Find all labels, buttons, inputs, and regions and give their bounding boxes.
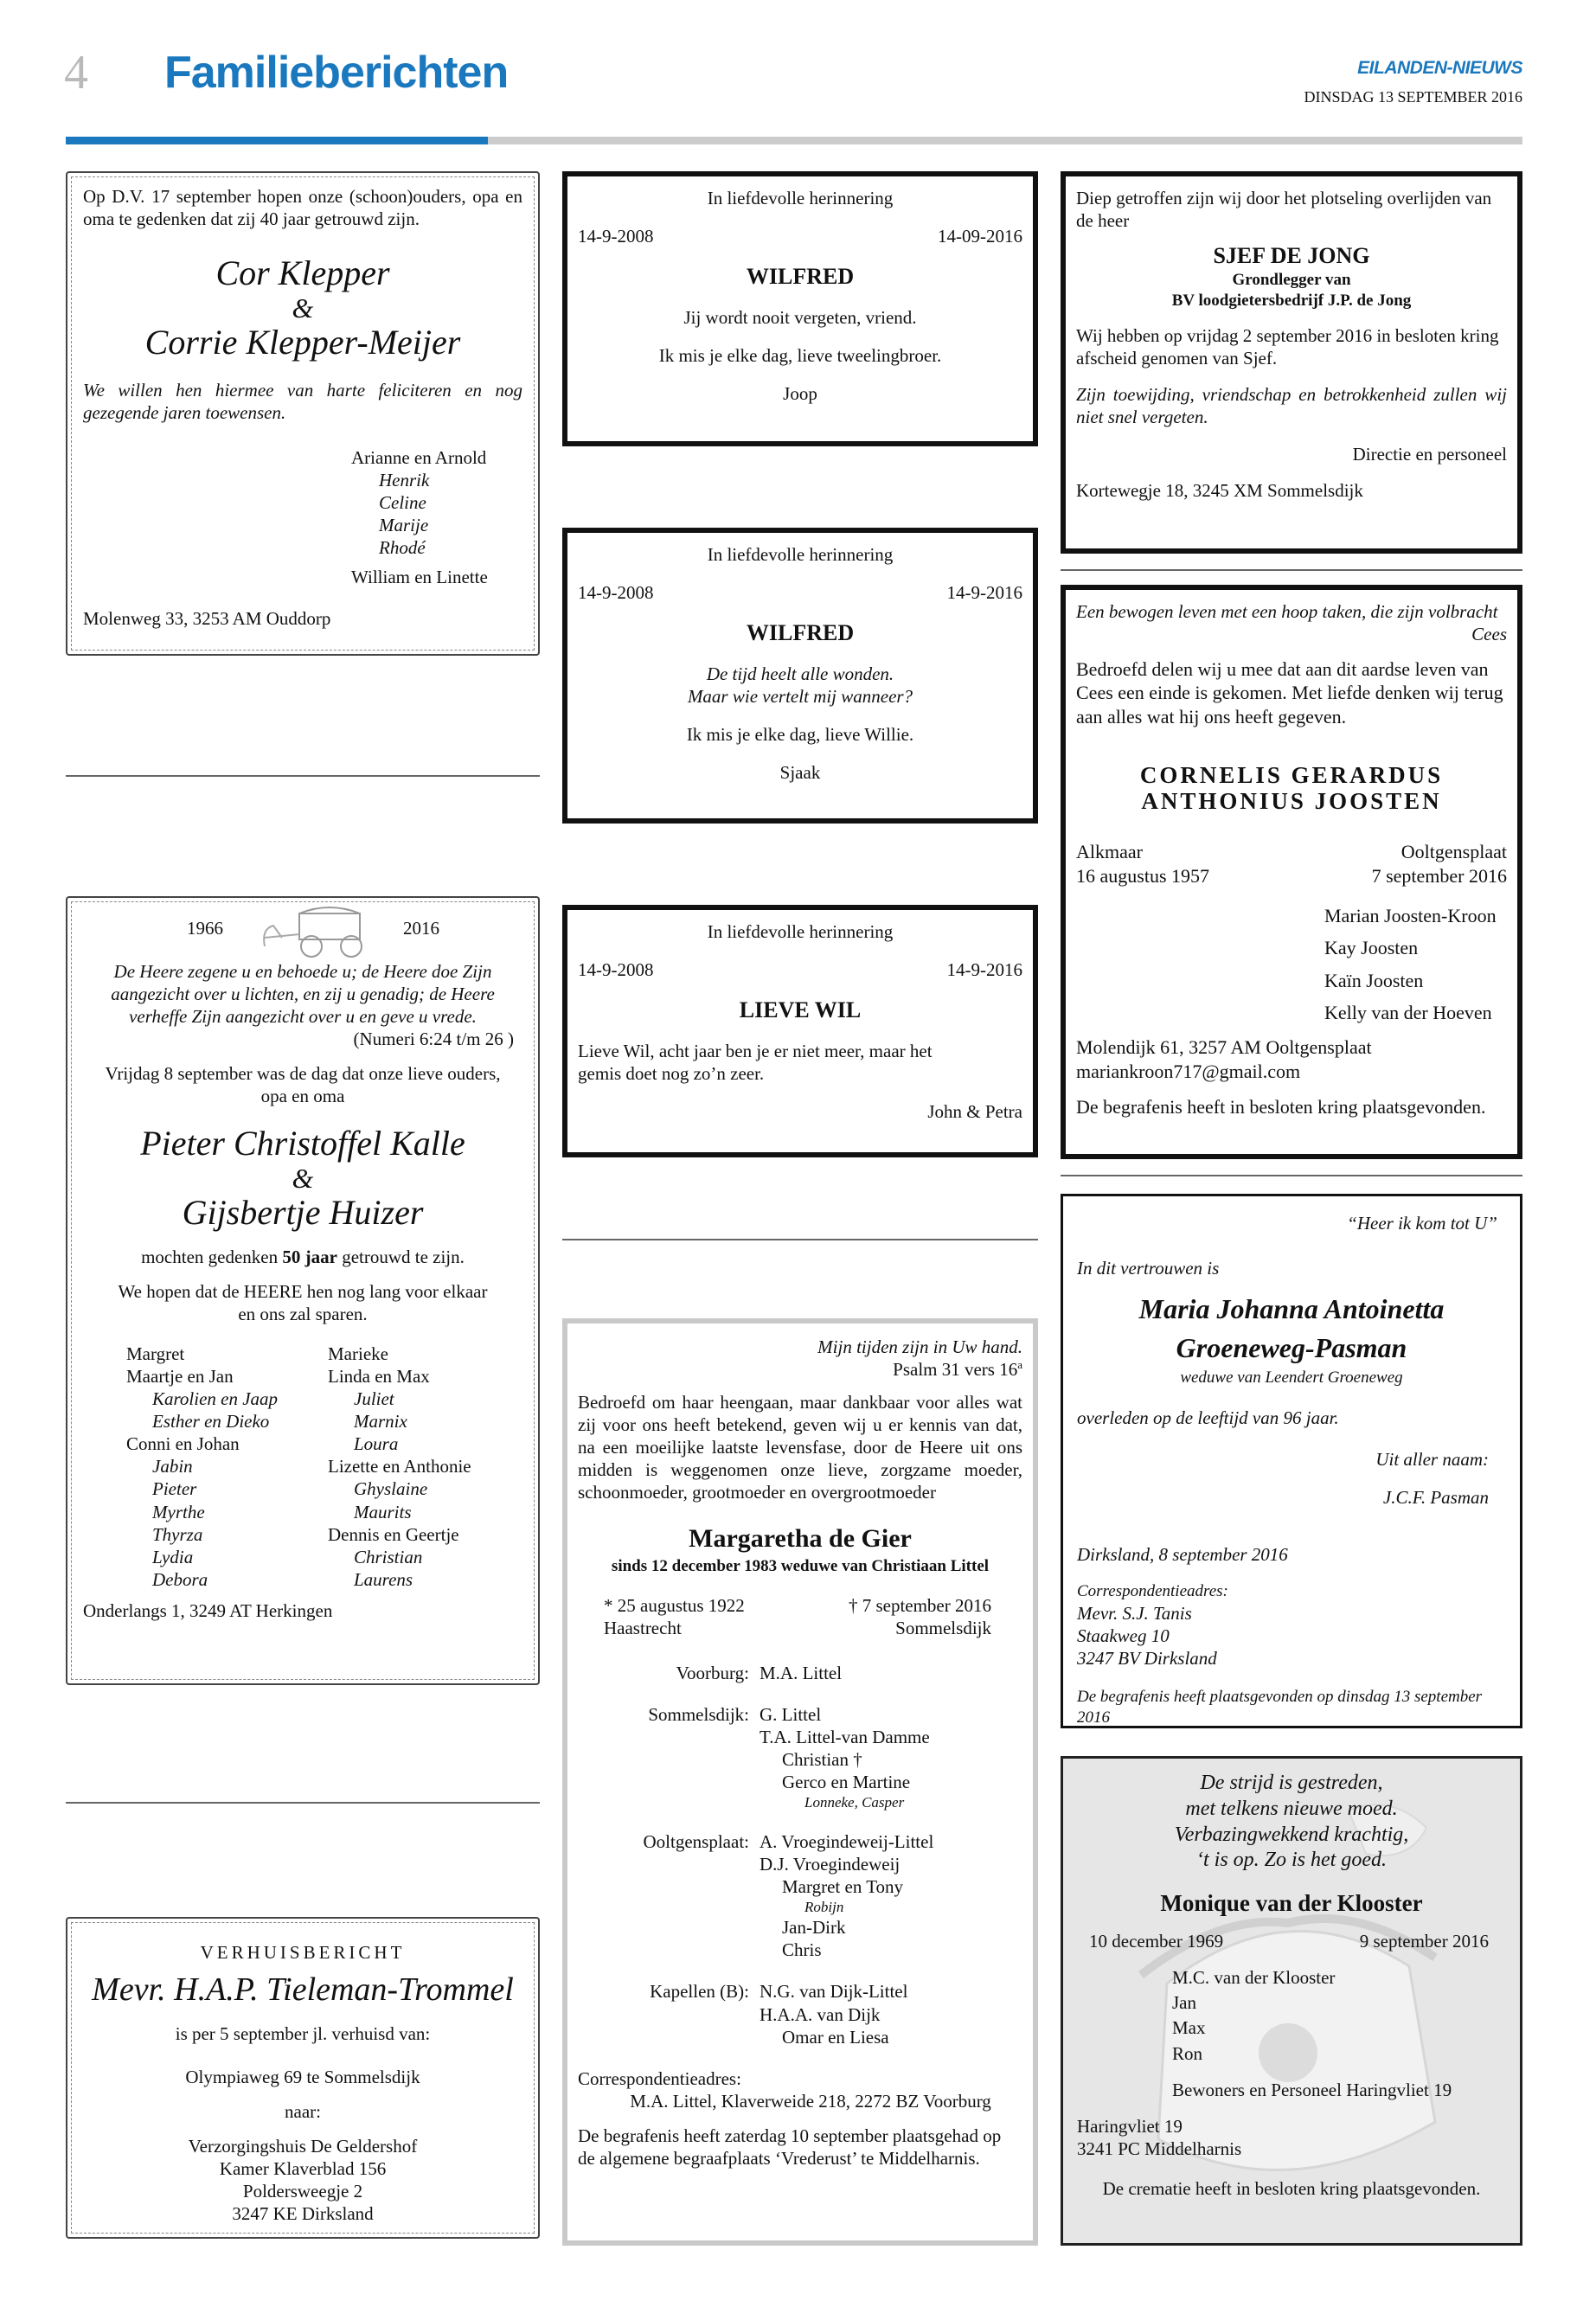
signature: Joop bbox=[783, 383, 817, 405]
family-group bbox=[578, 1980, 1022, 2048]
family-line: Myrthe bbox=[152, 1501, 205, 1522]
ad-address: Onderlangs 1, 3249 AT Herkingen bbox=[83, 1599, 333, 1621]
address-line: Poldersweegje 2 bbox=[242, 2180, 363, 2202]
ad-obituary-sjef-de-jong bbox=[1061, 171, 1522, 554]
death-date: † 7 september 2016 bbox=[848, 1594, 991, 1616]
motto-psalm: Psalm 31 vers 16 bbox=[893, 1359, 1018, 1381]
obituary-text: Wij hebben op vrijdag 2 september 2016 in besloten kring afscheid genomen van Sjef. bbox=[1076, 325, 1499, 369]
family-line: Debora bbox=[152, 1568, 208, 1590]
family-line: Chris bbox=[782, 1939, 822, 1961]
dates-row bbox=[578, 581, 1022, 604]
wish-text: We willen hen hiermee van harte feliciteren en nog gezegende jaren toewensen. bbox=[83, 380, 522, 424]
poem-line: De strijd is gestreden, bbox=[1200, 1772, 1383, 1794]
quote-name: Cees bbox=[1471, 624, 1507, 645]
person-name: Monique van der Klooster bbox=[1160, 1890, 1423, 1916]
ad-intro: In dit vertrouwen is bbox=[1077, 1258, 1220, 1279]
brand-logo: EILANDEN-NIEUWS bbox=[1357, 58, 1522, 78]
ad-address: Molendijk 61, 3257 AM Ooltgensplaat bbox=[1076, 1036, 1372, 1059]
ad-obituary-klooster bbox=[1061, 1756, 1522, 2246]
anniversary-text-end: getrouwd te zijn. bbox=[337, 1247, 465, 1268]
family-line: Henrik bbox=[379, 470, 430, 491]
year-start: 1966 bbox=[187, 918, 223, 939]
ad-address: Molenweg 33, 3253 AM Ouddorp bbox=[83, 608, 331, 630]
corr-address: M.A. Littel, Klaverweide 218, 2272 BZ Voorburg bbox=[630, 2090, 991, 2112]
family-columns bbox=[126, 1343, 522, 1590]
signature: Sjaak bbox=[779, 762, 821, 784]
ad-memorial-wilfred-2 bbox=[562, 528, 1038, 824]
family-line: Christian † bbox=[782, 1749, 862, 1771]
page-number: 4 bbox=[64, 46, 88, 99]
family-line: Ron bbox=[1172, 2042, 1203, 2064]
column-separator bbox=[66, 775, 540, 777]
family-group bbox=[578, 1662, 1022, 1684]
klooster-content bbox=[1077, 1771, 1506, 2200]
family-line: Laurens bbox=[354, 1568, 413, 1590]
role-line: Grondlegger van bbox=[1232, 271, 1351, 290]
corr-label: Correspondentieadres: bbox=[578, 2067, 741, 2089]
corr-line: Staakweg 10 bbox=[1077, 1625, 1170, 1646]
role-line: BV loodgietersbedrijf J.P. de Jong bbox=[1171, 291, 1412, 310]
family-group-place: Sommelsdijk: bbox=[648, 1704, 749, 1726]
place-date: Dirksland, 8 september 2016 bbox=[1077, 1544, 1288, 1566]
anniversary-years: 50 jaar bbox=[282, 1247, 337, 1268]
date-left: 14-9-2008 bbox=[578, 582, 654, 604]
death-place: Sommelsdijk bbox=[895, 1617, 991, 1638]
poem-line: Verbazingwekkend krachtig, bbox=[1174, 1823, 1409, 1846]
dates-row bbox=[578, 225, 1022, 247]
ad-obituary-cees-joosten bbox=[1061, 585, 1522, 1159]
address-line: 3247 KE Dirksland bbox=[232, 2202, 374, 2224]
family-line: Omar en Liesa bbox=[782, 2026, 889, 2048]
ad-anniversary-klepper bbox=[66, 171, 540, 656]
obituary-text-italic: Zijn toewijding, vriendschap en betrokkenheid zullen wij niet snel vergeten. bbox=[1076, 384, 1507, 428]
person-name: SJEF DE JONG bbox=[1213, 243, 1370, 269]
funeral-text: De begrafenis heeft plaatsgevonden op dinsdag 13 september 2016 bbox=[1077, 1687, 1483, 1727]
address-line: Kamer Klaverblad 156 bbox=[219, 2157, 387, 2179]
column-separator bbox=[1061, 569, 1522, 571]
person-name-line-1: Maria Johanna Antoinetta bbox=[1138, 1293, 1445, 1325]
family-list bbox=[1324, 900, 1507, 1029]
family-group bbox=[578, 1830, 1022, 1961]
family-line: Margret en Tony bbox=[782, 1876, 904, 1898]
poem-line: ‘t is op. Zo is het goed. bbox=[1196, 1849, 1387, 1872]
ad-title: In liefdevolle herinnering bbox=[707, 921, 894, 942]
family-group-members bbox=[760, 1703, 930, 1811]
signature: J.C.F. Pasman bbox=[1382, 1487, 1489, 1509]
bible-verse: De Heere zegene u en behoede u; de Heere doe Zijn aangezicht over u lichten, en zij u genadig; de Heere verheffe Zijn aangezicht over u en geve u vrede. bbox=[111, 961, 495, 1028]
ad-title: VERHUISBERICHT bbox=[200, 1942, 406, 1963]
date-right: 14-09-2016 bbox=[938, 226, 1022, 247]
memorial-line: Ik mis je elke dag, lieve tweelingbroer. bbox=[658, 345, 942, 367]
memorial-line: Jij wordt nooit vergeten, vriend. bbox=[683, 307, 917, 329]
family-group-place: Voorburg: bbox=[676, 1663, 749, 1684]
column-separator bbox=[66, 1802, 540, 1804]
birth bbox=[1076, 840, 1209, 888]
family-line: Kelly van der Hoeven bbox=[1324, 1001, 1492, 1023]
family-line: Maartje en Jan bbox=[126, 1366, 234, 1388]
family-line: M.C. van der Klooster bbox=[1172, 1966, 1336, 1988]
ad-obituary-de-gier bbox=[562, 1318, 1038, 2246]
ad-moving-notice bbox=[66, 1917, 540, 2239]
ad-title: In liefdevolle herinnering bbox=[707, 544, 894, 565]
corr-line: Correspondentieadres: bbox=[1077, 1582, 1228, 1601]
year-end: 2016 bbox=[403, 918, 439, 939]
family-line: Jabin bbox=[152, 1456, 193, 1477]
family-line: D.J. Vroegindeweij bbox=[760, 1854, 901, 1875]
ad-memorial-lieve-wil bbox=[562, 905, 1038, 1157]
ad-intro: Diep getroffen zijn wij door het plotseling overlijden van de heer bbox=[1076, 188, 1492, 232]
family-list bbox=[1172, 1965, 1506, 2067]
poem-line: De tijd heelt alle wonden. bbox=[706, 663, 894, 685]
motto-reference bbox=[578, 1358, 1022, 1381]
birth-place: Haastrecht bbox=[604, 1617, 682, 1638]
anniversary-text: mochten gedenken bbox=[141, 1247, 283, 1268]
issue-date: DINSDAG 13 SEPTEMBER 2016 bbox=[1304, 88, 1522, 106]
birth bbox=[604, 1594, 745, 1639]
widow-line: weduwe van Leendert Groeneweg bbox=[1180, 1368, 1403, 1387]
family-line: Gerco en Martine bbox=[782, 1772, 911, 1793]
date-left: 14-9-2008 bbox=[578, 226, 654, 247]
death-place: Ooltgensplaat bbox=[1401, 841, 1507, 863]
column-separator bbox=[1061, 1175, 1522, 1176]
ad-obituary-groeneweg bbox=[1061, 1194, 1522, 1728]
family-line: Linda en Max bbox=[328, 1366, 430, 1388]
family-line: Loura bbox=[354, 1433, 399, 1455]
move-to bbox=[76, 2135, 529, 2225]
ampersand: & bbox=[292, 292, 314, 324]
family-line: Rhodé bbox=[379, 537, 426, 559]
family-line: Christian bbox=[354, 1546, 423, 1567]
cremation-text: De crematie heeft in besloten kring plaatsgevonden. bbox=[1102, 2178, 1481, 2200]
life-dates bbox=[604, 1594, 991, 1639]
family-group-members bbox=[760, 1662, 842, 1684]
move-text: is per 5 september jl. verhuisd van: bbox=[175, 2022, 431, 2044]
life-dates bbox=[1076, 840, 1507, 888]
family-line: Ghyslaine bbox=[354, 1478, 428, 1500]
family-line: Esther en Dieko bbox=[152, 1411, 270, 1433]
ad-intro: Op D.V. 17 september hopen onze (schoon)ouders, opa en oma te gedenken dat zij 40 jaar getrouwd zijn. bbox=[83, 186, 522, 230]
column-separator bbox=[562, 1239, 1038, 1240]
family-line: Marian Joosten-Kroon bbox=[1324, 904, 1497, 926]
move-to-label: naar: bbox=[285, 2100, 321, 2122]
family-list bbox=[351, 446, 522, 588]
family-line: Thyrza bbox=[152, 1523, 203, 1545]
years-row bbox=[83, 917, 522, 960]
person-name: WILFRED bbox=[746, 620, 855, 646]
family-line: Max bbox=[1172, 2017, 1206, 2039]
family-line: Karolien en Jaap bbox=[152, 1388, 279, 1410]
ad-memorial-wilfred-1 bbox=[562, 171, 1038, 446]
family-line: Juliet bbox=[354, 1388, 394, 1410]
memorial-text: Lieve Wil, acht jaar ben je er niet meer, maar het gemis doet nog zo’n zeer. bbox=[578, 1041, 933, 1085]
family-group bbox=[578, 1703, 1022, 1811]
family-line: Jan bbox=[1172, 1991, 1196, 2013]
death-date: 7 september 2016 bbox=[1371, 864, 1507, 887]
ad-address-1: Haringvliet 19 bbox=[1077, 2116, 1183, 2138]
obituary-text: Bedroefd delen wij u mee dat aan dit aardse leven van Cees een einde is gekomen. Met liefde denken wij terug aan alles wat hij ons heeft gegeven. bbox=[1076, 658, 1503, 727]
family-line: A. Vroegindeweij-Littel bbox=[760, 1831, 934, 1853]
family-line: Jan-Dirk bbox=[782, 1917, 846, 1939]
dates-row bbox=[578, 958, 1022, 981]
family-line: Margret bbox=[126, 1343, 185, 1365]
couple-name-2: Corrie Klepper-Meijer bbox=[144, 323, 461, 362]
family-column-left bbox=[126, 1343, 328, 1590]
signature: Directie en personeel bbox=[1352, 443, 1507, 465]
family-line: William en Linette bbox=[351, 567, 488, 588]
family-line: Marije bbox=[379, 515, 429, 536]
carriage-image bbox=[256, 903, 394, 960]
family-line: Conni en Johan bbox=[126, 1433, 240, 1455]
family-group-members bbox=[760, 1830, 933, 1961]
move-from: Olympiaweg 69 te Sommelsdijk bbox=[185, 2066, 420, 2087]
person-subtitle: sinds 12 december 1983 weduwe van Christiaan Littel bbox=[611, 1557, 990, 1576]
obituary-text: Bedroefd om haar heengaan, maar dankbaar voor alles wat zij voor ons heeft betekend, geven wij u er kennis van dat, na een moeilijke laatste levensfase, door de Heere uit ons midden is weggenomen onze lieve, zorgzame moeder, schoonmoeder, grootmoeder en overgrootmoeder bbox=[578, 1392, 1022, 1503]
family-column-right bbox=[328, 1343, 471, 1590]
family-line: Lizette en Anthonie bbox=[328, 1456, 471, 1477]
family-line: Kay Joosten bbox=[1324, 937, 1419, 959]
ad-title: In liefdevolle herinnering bbox=[707, 188, 894, 208]
date-left: 14-9-2008 bbox=[578, 959, 654, 981]
poem-line: Maar wie vertelt mij wanneer? bbox=[687, 686, 913, 708]
funeral-text: De begrafenis heeft zaterdag 10 september plaatsgehad op de algemene begraafplaats ‘Vrederust’ te Middelharnis. bbox=[578, 2125, 1002, 2169]
family-line: Marieke bbox=[328, 1343, 388, 1365]
behalf-line: Uit aller naam: bbox=[1375, 1449, 1489, 1471]
address-line: Verzorgingshuis De Geldershof bbox=[188, 2135, 418, 2157]
family-line: Arianne en Arnold bbox=[351, 447, 487, 469]
family-line: H.A.A. van Dijk bbox=[760, 2003, 881, 2025]
funeral-text: De begrafenis heeft in besloten kring plaatsgevonden. bbox=[1076, 1095, 1486, 1118]
corr-block bbox=[1077, 1581, 1506, 1670]
person-name: LIEVE WIL bbox=[739, 997, 862, 1023]
family-line: Kaïn Joosten bbox=[1324, 969, 1424, 991]
death bbox=[849, 1594, 991, 1639]
family-line: Dennis en Geertje bbox=[328, 1523, 459, 1545]
hope-text: We hopen dat de HEERE hen nog lang voor elkaar en ons zal sparen. bbox=[118, 1281, 488, 1325]
couple-name-2: Gijsbertje Huizer bbox=[182, 1193, 424, 1233]
birth-date: 10 december 1969 bbox=[1089, 1931, 1224, 1952]
family-line: Lonneke, Casper bbox=[804, 1794, 905, 1811]
quote-text: “Heer ik kom tot U” bbox=[1347, 1213, 1497, 1234]
anniversary-line bbox=[83, 1246, 522, 1268]
header-rule-blue bbox=[66, 137, 488, 144]
corr-line: Mevr. S.J. Tanis bbox=[1077, 1602, 1192, 1624]
family-groups bbox=[578, 1662, 1022, 2048]
ad-email: mariankroon717@gmail.com bbox=[1076, 1060, 1301, 1082]
motto-line: Mijn tijden zijn in Uw hand. bbox=[817, 1336, 1022, 1357]
signature: John & Petra bbox=[927, 1101, 1022, 1123]
person-name: Margaretha de Gier bbox=[689, 1524, 912, 1554]
family-line: Celine bbox=[379, 492, 426, 514]
memorial-line: Ik mis je elke dag, lieve Willie. bbox=[686, 724, 914, 746]
family-line: Maurits bbox=[354, 1501, 412, 1522]
person-name: WILFRED bbox=[746, 264, 855, 290]
verse-reference: (Numeri 6:24 t/m 26 ) bbox=[353, 1029, 514, 1050]
header-rule-grey bbox=[488, 137, 1522, 144]
ad-anniversary-kalle bbox=[66, 896, 540, 1685]
ad-address-2: 3241 PC Middelharnis bbox=[1077, 2138, 1242, 2160]
date-right: 14-9-2016 bbox=[946, 582, 1022, 604]
ad-intro: Vrijdag 8 september was de dag dat onze lieve ouders, opa en oma bbox=[105, 1063, 501, 1107]
date-right: 14-9-2016 bbox=[946, 959, 1022, 981]
death-date: 9 september 2016 bbox=[1359, 1931, 1489, 1952]
couple-name-1: Pieter Christoffel Kalle bbox=[140, 1124, 465, 1163]
person-name-line-2: ANTHONIUS JOOSTEN bbox=[1141, 787, 1442, 814]
ad-address: Kortewegje 18, 3245 XM Sommelsdijk bbox=[1076, 479, 1363, 501]
staff-line: Bewoners en Personeel Haringvliet 19 bbox=[1172, 2080, 1452, 2101]
family-line: Lydia bbox=[152, 1546, 194, 1567]
family-line: T.A. Littel-van Damme bbox=[760, 1727, 930, 1748]
motto-sup: a bbox=[1017, 1358, 1022, 1372]
family-line: Robijn bbox=[804, 1899, 844, 1916]
family-line: N.G. van Dijk-Littel bbox=[760, 1981, 908, 2003]
death bbox=[1372, 840, 1507, 888]
birth-place: Alkmaar bbox=[1076, 841, 1143, 863]
person-name-line-1: CORNELIS GERARDUS bbox=[1139, 761, 1444, 788]
family-line: Marnix bbox=[354, 1411, 407, 1433]
family-group-members bbox=[760, 1980, 907, 2048]
family-line: Pieter bbox=[152, 1478, 197, 1500]
family-group-place: Kapellen (B): bbox=[650, 1981, 749, 2003]
family-line: M.A. Littel bbox=[760, 1663, 843, 1684]
quote-text: Een bewogen leven met een hoop taken, die zijn volbracht bbox=[1076, 601, 1498, 622]
family-line: G. Littel bbox=[760, 1704, 822, 1726]
couple-name-1: Cor Klepper bbox=[215, 253, 390, 293]
poem-line: met telkens nieuwe moed. bbox=[1185, 1797, 1398, 1820]
birth-date: * 25 augustus 1922 bbox=[604, 1594, 745, 1616]
person-name-line-2: Groeneweg-Pasman bbox=[1176, 1331, 1407, 1363]
person-name: Mevr. H.A.P. Tieleman-Trommel bbox=[92, 1971, 514, 2009]
section-title: Familieberichten bbox=[164, 48, 509, 98]
life-dates bbox=[1089, 1930, 1489, 1952]
ampersand: & bbox=[292, 1163, 314, 1195]
family-group-place: Ooltgensplaat: bbox=[643, 1831, 749, 1853]
birth-date: 16 augustus 1957 bbox=[1076, 864, 1209, 887]
age-line: overleden op de leeftijd van 96 jaar. bbox=[1077, 1407, 1339, 1429]
corr-line: 3247 BV Dirksland bbox=[1077, 1647, 1217, 1669]
